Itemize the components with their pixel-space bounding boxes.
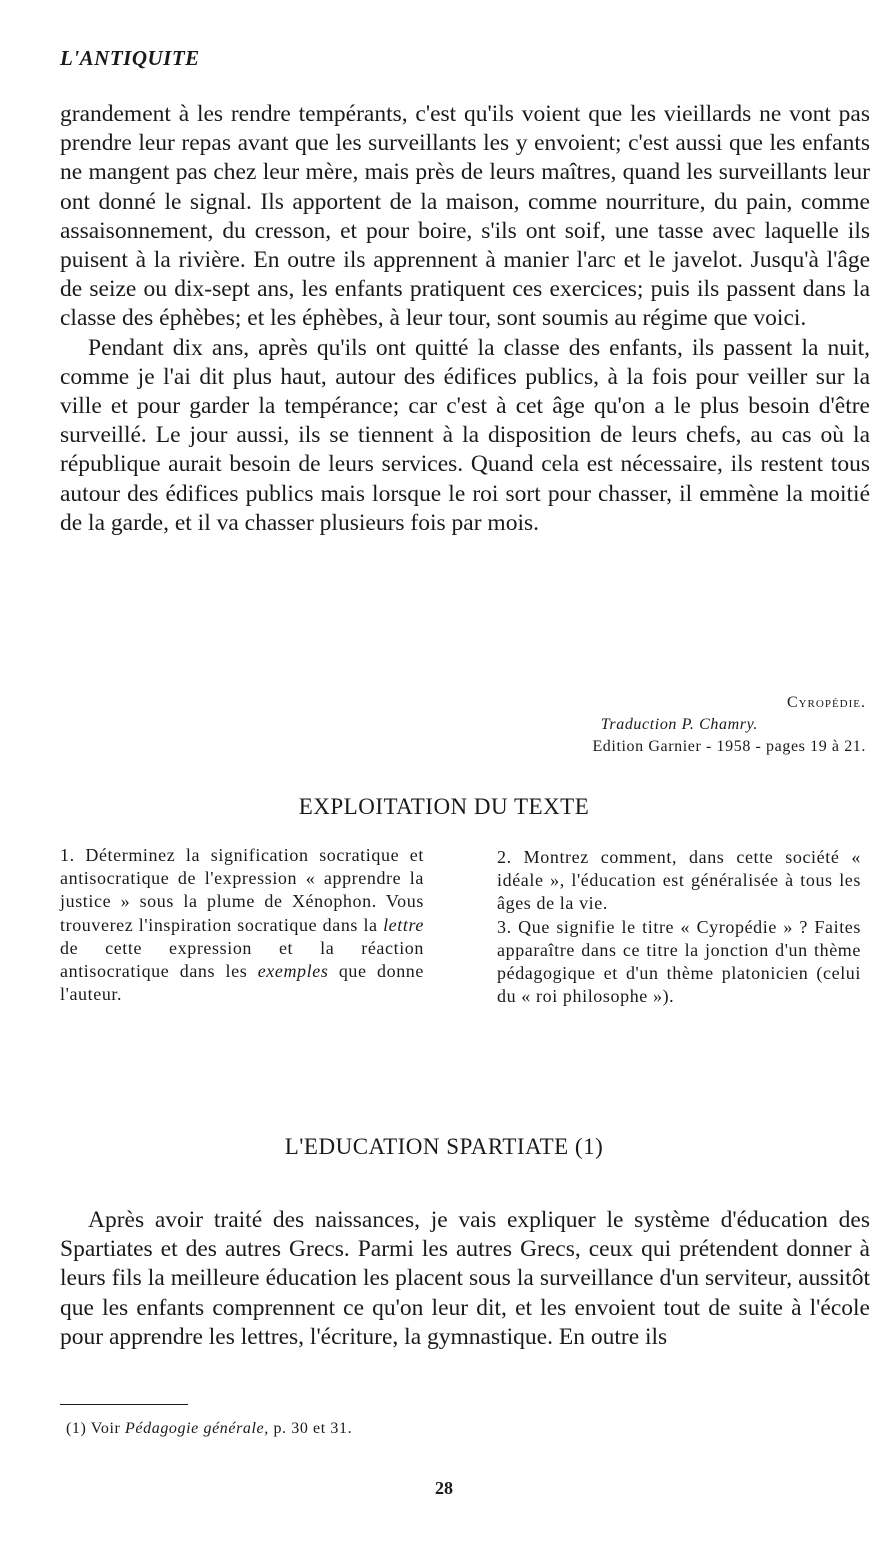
paragraph-1: grandement à les rendre tempérants, c'est qu'ils voient que les vieillards ne vont pas prendre leur repas avant que les surveillants les y envoient; c'est aussi que les enfants ne mangent pas chez leur mère, mais près de leurs maîtres, quand les surveillants leur ont donné le signal. Ils apportent de la maison, comme nourriture, du pain, comme assaisonnement, du cresson, et pour boire, s'ils ont soif, une tasse avec laquelle ils puisent à la rivière. En outre ils apprennent à manier l'arc et le javelot. Jusqu'à l'âge de seize ou dix-sept ans, les enfants pratiquent ces exercices; puis ils passent dans la classe des éphèbes; et les éphèbes, à leur tour, sont soumis au régime que voici. [60, 101, 870, 332]
paragraph-2: Pendant dix ans, après qu'ils ont quitté la classe des enfants, ils passent la nuit, comme je l'ai dit plus haut, autour des édifices publics, à la fois pour veiller sur la ville et pour garder la tempérance; car c'est à cet âge qu'on a le plus besoin d'être surveillé. Le jour aussi, ils se tiennent à la disposition de leurs chefs, au cas où la république aurait besoin de leurs services. Quand cela est nécessaire, ils restent tous autour des édifices publics mais lorsque le roi sort pour chasser, il emmène la moitié de la garde, et il va chasser plusieurs fois par mois. [60, 334, 870, 536]
question-column-right [497, 846, 861, 1008]
running-head: L'ANTIQUITE [60, 46, 200, 70]
question-1-emphasis-lettre: lettre [383, 914, 424, 935]
footnote [66, 1420, 352, 1438]
citation-edition: Edition Garnier - 1958 - pages 19 à 21. [592, 738, 866, 755]
citation-block [592, 692, 866, 758]
passage-cyropedie [60, 100, 870, 538]
footnote-prefix: (1) Voir [66, 1420, 126, 1437]
page-number: 28 [435, 1478, 453, 1498]
citation-translation: Traduction P. Chamry. [600, 716, 758, 733]
question-1 [60, 844, 424, 1006]
footnote-suffix: p. 30 et 31. [268, 1420, 353, 1437]
footnote-title: Pédagogie générale, [125, 1420, 269, 1437]
question-1-part-a: 1. Déterminez la signification socratique et antisocratique de l'expression « apprendre la justice » sous la plume de Xénophon. Vous trouverez l'inspiration socratique dans la [60, 845, 424, 935]
citation-work: Cyropédie. [786, 694, 866, 711]
paragraph-3: Après avoir traité des naissances, je vais expliquer le système d'éducation des Spartiates et des autres Grecs. Parmi les autres Grecs, ceux qui prétendent donner à leurs fils la meilleure éducation les placent sous la surveillance d'un serviteur, aussitôt que les enfants comprennent ce qu'on leur dit, et les envoient tout de suite à l'école pour apprendre les lettres, l'écriture, la gymnastique. En outre ils [60, 1207, 870, 1350]
section-title-spartan-education: L'EDUCATION SPARTIATE (1) [284, 1134, 604, 1159]
footnote-rule [60, 1404, 188, 1405]
question-column-left [60, 844, 424, 1006]
question-2: 2. Montrez comment, dans cette société « idéale », l'éducation est généralisée à tous les âges de la vie. [497, 847, 861, 914]
question-1-emphasis-exemples: exemples [257, 961, 329, 982]
exploitation-title: EXPLOITATION DU TEXTE [298, 794, 590, 819]
question-1-part-b: de cette expression et la réaction antisocratique dans les [60, 937, 424, 982]
question-1-part-c: que donne l'auteur. [60, 961, 424, 1005]
question-3: 3. Que signifie le titre « Cyropédie » ? Faites apparaître dans ce titre la jonction d'un thème pédagogique et d'un thème platonicien (celui du « roi philosophe »). [497, 916, 861, 1007]
passage-spartan-education [60, 1206, 870, 1352]
